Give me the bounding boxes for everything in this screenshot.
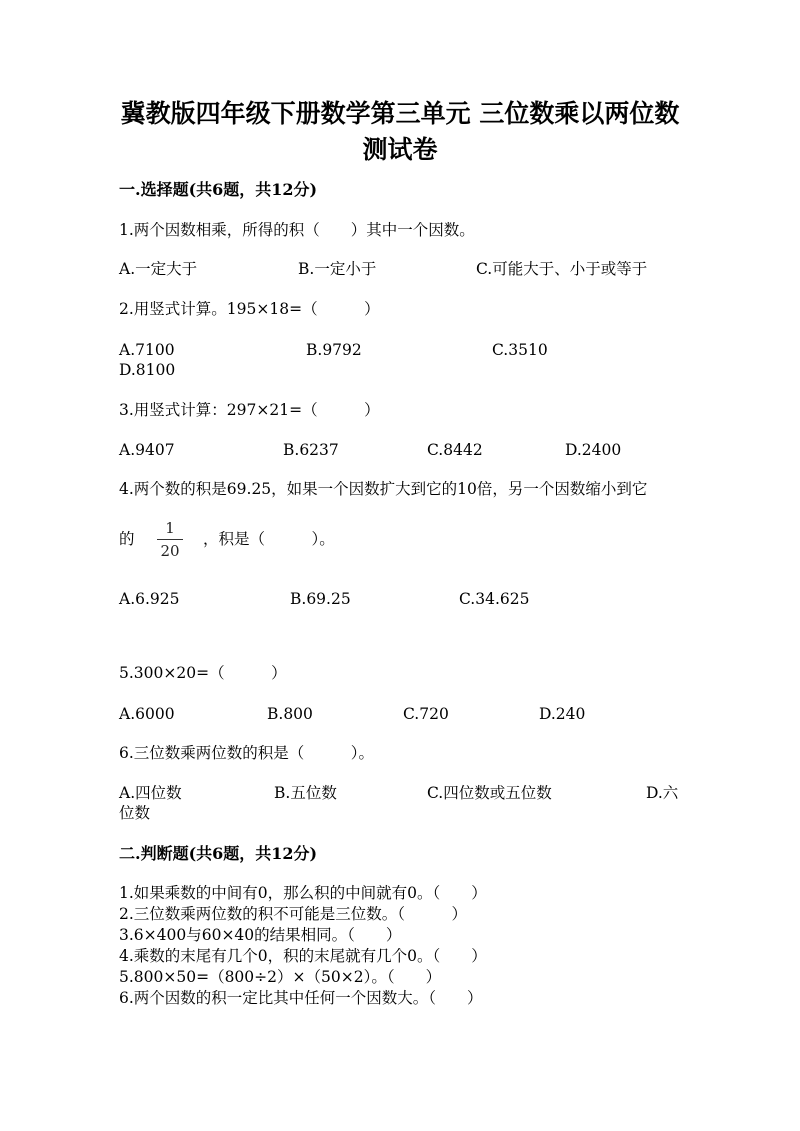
question-6-option-d: D.六	[646, 784, 679, 802]
judgement-item-5: 5.800×50=（800÷2）×（50×2）。（ ）	[119, 968, 442, 986]
question-5-option-c: C.720	[403, 705, 449, 723]
section-heading-judgement: 二.判断题(共6题，共12分)	[119, 844, 318, 863]
question-3-option-d: D.2400	[565, 441, 622, 459]
page-title-line1: 冀教版四年级下册数学第三单元 三位数乘以两位数	[120, 99, 680, 128]
question-3-option-c: C.8442	[427, 441, 483, 459]
question-5-option-a: A.6000	[119, 705, 175, 723]
question-4-option-b: B.69.25	[290, 590, 351, 608]
question-3-stem: 3.用竖式计算：297×21=（ ）	[119, 401, 380, 419]
question-6-option-a: A.四位数	[119, 784, 182, 802]
question-2-option-b: B.9792	[306, 341, 362, 359]
fraction-numerator: 1	[165, 519, 175, 537]
question-2-option-c: C.3510	[492, 341, 548, 359]
question-6-option-c: C.四位数或五位数	[427, 784, 552, 802]
question-6-option-d-continued: 位数	[119, 804, 151, 822]
question-2-option-a: A.7100	[119, 341, 175, 359]
judgement-item-3: 3.6×400与60×40的结果相同。（ ）	[119, 926, 402, 944]
section-heading-choice: 一.选择题(共6题，共12分)	[119, 180, 318, 199]
question-1-option-b: B.一定小于	[298, 260, 377, 278]
question-2-stem: 2.用竖式计算。195×18=（ ）	[119, 300, 380, 318]
question-4-stem-prefix: 的	[119, 530, 135, 548]
question-5-option-b: B.800	[267, 705, 313, 723]
judgement-item-4: 4.乘数的末尾有几个0，积的末尾就有几个0。（ ）	[119, 947, 487, 965]
question-1-option-a: A.一定大于	[119, 260, 198, 278]
question-4-option-a: A.6.925	[119, 590, 180, 608]
question-6-stem: 6.三位数乘两位数的积是（ ）。	[119, 744, 375, 762]
question-3-option-a: A.9407	[119, 441, 175, 459]
question-1-option-c: C.可能大于、小于或等于	[476, 260, 648, 278]
question-4-stem-suffix: ，积是（ ）。	[203, 530, 335, 548]
question-5-stem: 5.300×20=（ ）	[119, 664, 287, 682]
question-4-stem: 4.两个数的积是69.25，如果一个因数扩大到它的10倍，另一个因数缩小到它	[119, 480, 648, 498]
question-2-option-d: D.8100	[119, 361, 176, 379]
question-1-stem: 1.两个因数相乘，所得的积（ ）其中一个因数。	[119, 221, 475, 239]
question-4-option-c: C.34.625	[459, 590, 530, 608]
fraction-denominator: 20	[160, 542, 180, 560]
fraction-bar	[157, 539, 183, 540]
judgement-item-2: 2.三位数乘两位数的积不可能是三位数。（ ）	[119, 905, 468, 923]
judgement-item-1: 1.如果乘数的中间有0，那么积的中间就有0。（ ）	[119, 884, 487, 902]
fraction-one-twentieth	[157, 519, 183, 560]
question-6-option-b: B.五位数	[274, 784, 337, 802]
judgement-item-6: 6.两个因数的积一定比其中任何一个因数大。（ ）	[119, 989, 483, 1007]
question-3-option-b: B.6237	[283, 441, 339, 459]
page-title-line2: 测试卷	[362, 135, 438, 164]
question-5-option-d: D.240	[539, 705, 586, 723]
